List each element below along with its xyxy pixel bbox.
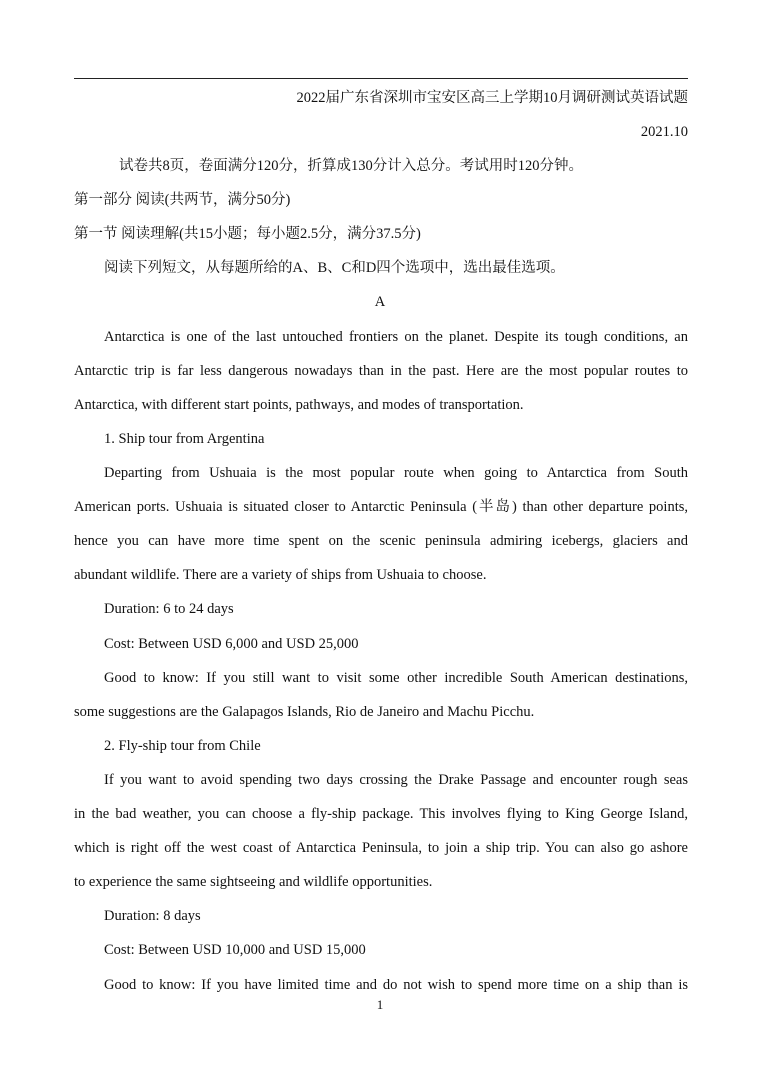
passage-line: in the bad weather, you can choose a fly-ship package. This involves flying to King George Island, <box>74 806 688 822</box>
cost-line: Cost: Between USD 10,000 and USD 15,000 <box>104 942 366 958</box>
exam-info: 试卷共8页，卷面满分120分，折算成130分计入总分。考试用时120分钟。 <box>119 158 583 174</box>
duration-line: Duration: 8 days <box>104 908 201 924</box>
passage-line: to experience the same sightseeing and wildlife opportunities. <box>74 874 433 890</box>
passage-line: Good to know: If you still want to visit some other incredible South American destinations, <box>104 670 688 686</box>
route-heading: 2. Fly-ship tour from Chile <box>104 738 261 754</box>
part-one-heading: 第一部分 阅读(共两节，满分50分) <box>74 192 291 208</box>
cost-line: Cost: Between USD 6,000 and USD 25,000 <box>104 636 359 652</box>
document-date: 2021.10 <box>640 124 688 140</box>
page-number: 1 <box>376 997 384 1012</box>
passage-line: Departing from Ushuaia is the most popular route when going to Antarctica from South <box>104 465 688 481</box>
passage-line: hence you can have more time spent on the scenic peninsula admiring icebergs, glaciers and <box>74 533 688 549</box>
passage-line: which is right off the west coast of Antarctica Peninsula, to join a ship trip. You can also go ashore <box>74 840 688 856</box>
passage-label: A <box>374 294 386 310</box>
passage-line: some suggestions are the Galapagos Islands, Rio de Janeiro and Machu Picchu. <box>74 704 535 720</box>
document-title: 2022届广东省深圳市宝安区高三上学期10月调研测试英语试题 <box>296 90 688 106</box>
passage-line: Antarctic trip is far less dangerous nowadays than in the past. Here are the most popular routes to <box>74 363 688 379</box>
section-one-heading: 第一节 阅读理解(共15小题；每小题2.5分，满分37.5分) <box>74 226 421 242</box>
passage-line: abundant wildlife. There are a variety of ships from Ushuaia to choose. <box>74 567 487 583</box>
duration-line: Duration: 6 to 24 days <box>104 601 234 617</box>
header-rule <box>74 78 688 79</box>
passage-line: Antarctica is one of the last untouched frontiers on the planet. Despite its tough conditions, an <box>104 329 688 345</box>
passage-line: American ports. Ushuaia is situated closer to Antarctic Peninsula (半岛) than other departure points, <box>74 499 688 515</box>
reading-instructions: 阅读下列短文，从每题所给的A、B、C和D四个选项中，选出最佳选项。 <box>104 260 565 276</box>
passage-line: If you want to avoid spending two days crossing the Drake Passage and encounter rough seas <box>104 772 688 788</box>
route-heading: 1. Ship tour from Argentina <box>104 431 265 447</box>
passage-line: Good to know: If you have limited time and do not wish to spend more time on a ship than is <box>104 977 688 993</box>
passage-line: Antarctica, with different start points, pathways, and modes of transportation. <box>74 397 524 413</box>
